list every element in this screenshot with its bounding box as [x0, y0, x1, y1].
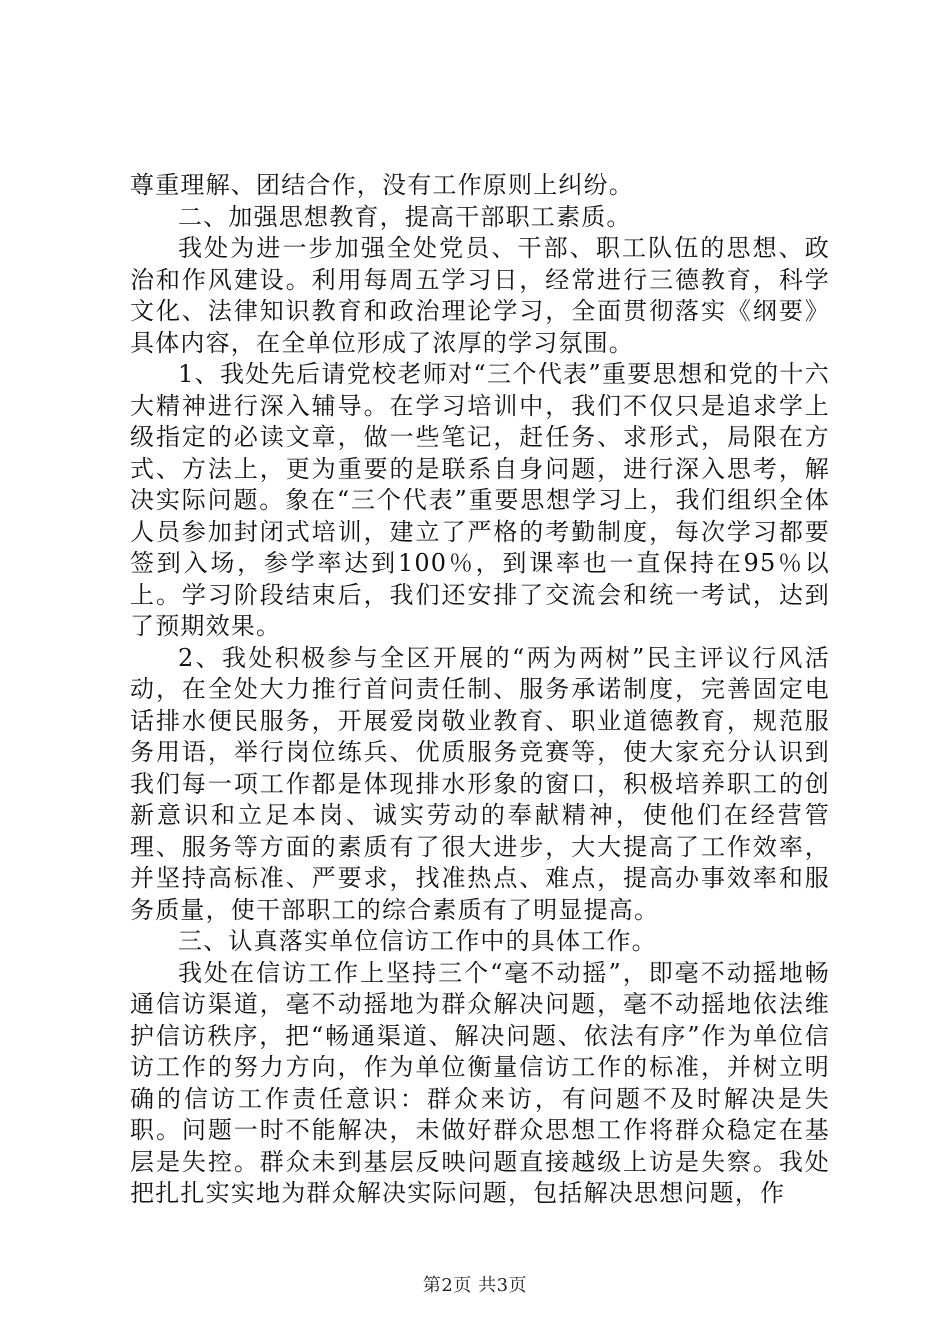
page-number-footer: 第2页 共3页 — [422, 1275, 528, 1296]
paragraph-item-1: 1、我处先后请党校老师对“三个代表”重要思想和党的十六大精神进行深入辅导。在学习培训中，我们不仅只是追求学上级指定的必读文章，做一些笔记，赶任务、求形式，局限在方式、方法上，更为重要的是联系自身问题，进行深入思考，解决实际问题。象在“三个代表”重要思想学习上，我们组织全体人员参加封闭式培训，建立了严格的考勤制度，每次学习都要签到入场，参学率达到100％，到课率也一直保持在95％以上。学习阶段结束后，我们还安排了交流会和统一考试，达到了预期效果。 — [130, 360, 830, 640]
section-heading-3: 三、认真落实单位信访工作中的具体工作。 — [178, 927, 657, 955]
paragraph-petition-work: 我处在信访工作上坚持三个“毫不动摇”，即毫不动摇地畅通信访渠道，毫不动摇地为群众解决问题，毫不动摇地依法维护信访秩序，把“畅通渠道、解决问题、依法有序”作为单位信访工作的努力方向，作为单位衡量信访工作的标准，并树立明确的信访工作责任意识：群众来访，有问题不及时解决是失职。问题一时不能解决，未做好群众思想工作将群众稳定在基层是失控。群众未到基层反映问题直接越级上访是失察。我处把扎扎实实地为群众解决实际问题，包括解决思想问题，作 — [130, 958, 830, 1207]
document-body — [130, 170, 830, 1210]
paragraph-education-intro: 我处为进一步加强全处党员、干部、职工队伍的思想、政治和作风建设。利用每周五学习日，经常进行三德教育，科学文化、法律知识教育和政治理论学习，全面贯彻落实《纲要》具体内容，在全单位形成了浓厚的学习氛围。 — [130, 234, 830, 357]
paragraph-item-2: 2、我处积极参与全区开展的“两为两树”民主评议行风活动，在全处大力推行首问责任制、服务承诺制度，完善固定电话排水便民服务，开展爱岗敬业教育、职业道德教育，规范服务用语，举行岗位练兵、优质服务竞赛等，使大家充分认识到我们每一项工作都是体现排水形象的窗口，积极培养职工的创新意识和立足本岗、诚实劳动的奉献精神，使他们在经营管理、服务等方面的素质有了很大进步，大大提高了工作效率，并坚持高标准、严要求，找准热点、难点，提高办事效率和服务质量，使干部职工的综合素质有了明显提高。 — [130, 643, 830, 924]
section-heading-2: 二、加强思想教育，提高干部职工素质。 — [178, 202, 632, 231]
paragraph-continuation: 尊重理解、团结合作，没有工作原则上纠纷。 — [130, 171, 634, 199]
